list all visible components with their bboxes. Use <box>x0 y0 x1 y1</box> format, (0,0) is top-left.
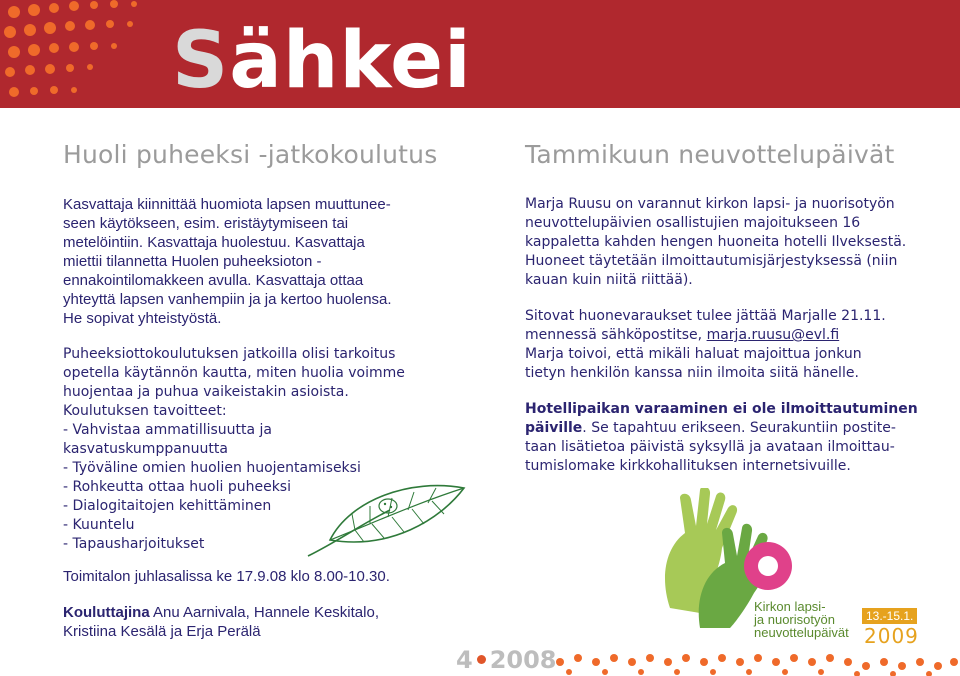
right-para1-line: neuvottelupäivien osallistujien majoitukseen 16 <box>525 215 861 231</box>
masthead-title <box>172 16 472 106</box>
right-para1-line: kauan kuin niitä riittää). <box>525 272 693 288</box>
right-para1-line: kappaletta kahden hengen huoneita hotelli Ilveksestä. <box>525 234 907 250</box>
left-footer-info <box>63 567 483 641</box>
event-logo-line: neuvottelupäivät <box>754 625 849 640</box>
para2-line: opetella käytännön kautta, miten huolia voimme <box>63 365 405 381</box>
intro-line: He sopivat yhteistyöstä. <box>63 310 222 327</box>
left-heading: Huoli puheeksi -jatkokoulutus <box>63 140 438 169</box>
page-separator-dot <box>477 655 486 664</box>
goal-item: - Rohkeutta ottaa huoli puheeksi <box>63 479 291 495</box>
left-para2 <box>63 345 463 421</box>
right-para2-line: Sitovat huonevaraukset tulee jättää Marjalle 21.11. <box>525 308 886 324</box>
left-intro <box>63 195 463 328</box>
goal-item: - Tapausharjoitukset <box>63 536 205 552</box>
para2-line: huojentaa ja puhua vaikeistakin asioista. <box>63 384 349 400</box>
email-link[interactable]: marja.ruusu@evl.fi <box>706 327 840 343</box>
event-logo-line: ja nuorisotyön <box>754 612 835 627</box>
masthead-title-first-letter: S <box>172 16 230 106</box>
right-para2-line: tietyn henkilön kanssa niin ilmoita siitä hänelle. <box>525 365 859 381</box>
right-para1-line: Marja Ruusu on varannut kirkon lapsi- ja nuorisotyön <box>525 196 895 212</box>
event-dates: 13.-15.1. <box>862 608 917 624</box>
right-para1 <box>525 195 935 290</box>
right-para2-line: mennessä sähköpostitse, <box>525 327 707 343</box>
trainers-names-2: Kristiina Kesälä ja Erja Perälä <box>63 623 261 640</box>
right-para3 <box>525 400 935 476</box>
right-para1-line: Huoneet täytetään ilmoittautumisjärjestyksessä (niin <box>525 253 898 269</box>
right-heading: Tammikuun neuvottelupäivät <box>525 140 895 169</box>
intro-line: metelöintiin. Kasvattaja huolestuu. Kasvattaja <box>63 234 365 251</box>
masthead-title-rest: ähkei <box>229 16 472 106</box>
goal-item: - Dialogitaitojen kehittäminen <box>63 498 272 514</box>
intro-line: ennakointilomakkeen avulla. Kasvattaja ottaa <box>63 272 364 289</box>
trainers-text <box>63 603 483 641</box>
masthead <box>0 0 960 108</box>
goal-item: - Kuuntelu <box>63 517 135 533</box>
goal-item: kasvatuskumppanuutta <box>63 441 228 457</box>
trainers-label: Kouluttajina <box>63 604 150 621</box>
right-article <box>525 140 935 476</box>
right-para3-line: taan lisätietoa päivistä syksyllä ja avataan ilmoittau- <box>525 439 895 455</box>
trainers-names-1: Anu Aarnivala, Hannele Keskitalo, <box>149 604 379 621</box>
intro-line: miettii tilannetta Huolen puheeksioton - <box>63 253 322 270</box>
para2-line: Puheeksiottokoulutuksen jatkoilla olisi tarkoitus <box>63 346 396 362</box>
goal-item: - Vahvistaa ammatillisuutta ja <box>63 422 273 438</box>
right-para3-bold: päiville <box>525 420 583 436</box>
page-number: 4 <box>456 646 473 674</box>
right-para2-line: Marja toivoi, että mikäli haluat majoittua jonkun <box>525 346 862 362</box>
intro-line: seen käytökseen, esim. eristäytymiseen tai <box>63 215 349 232</box>
right-para3-line: . Se tapahtuu erikseen. Seurakuntiin postite- <box>582 420 896 436</box>
event-logo-text <box>754 600 849 639</box>
venue-text: Toimitalon juhlasalissa ke 17.9.08 klo 8.00-10.30. <box>63 568 390 585</box>
page-info <box>456 646 557 674</box>
right-para3-bold: Hotellipaikan varaaminen ei ole ilmoittautuminen <box>525 401 918 417</box>
right-para3-line: tumislomake kirkkohallituksen internetsivuille. <box>525 458 851 474</box>
intro-line: yhteyttä lapsen vanhempiin ja ja kertoo huolensa. <box>63 291 392 308</box>
leaf-illustration <box>300 470 470 562</box>
issue-year: 2008 <box>489 646 557 674</box>
right-para2 <box>525 307 935 383</box>
para2-line: Koulutuksen tavoitteet: <box>63 403 227 419</box>
goal-item: - Työväline omien huolien huojentamiseksi <box>63 460 361 476</box>
intro-line: Kasvattaja kiinnittää huomiota lapsen muuttunee- <box>63 196 391 213</box>
event-logo-line: Kirkon lapsi- <box>754 599 826 614</box>
dot-pattern-decoration <box>0 0 180 108</box>
event-year: 2009 <box>864 624 919 648</box>
